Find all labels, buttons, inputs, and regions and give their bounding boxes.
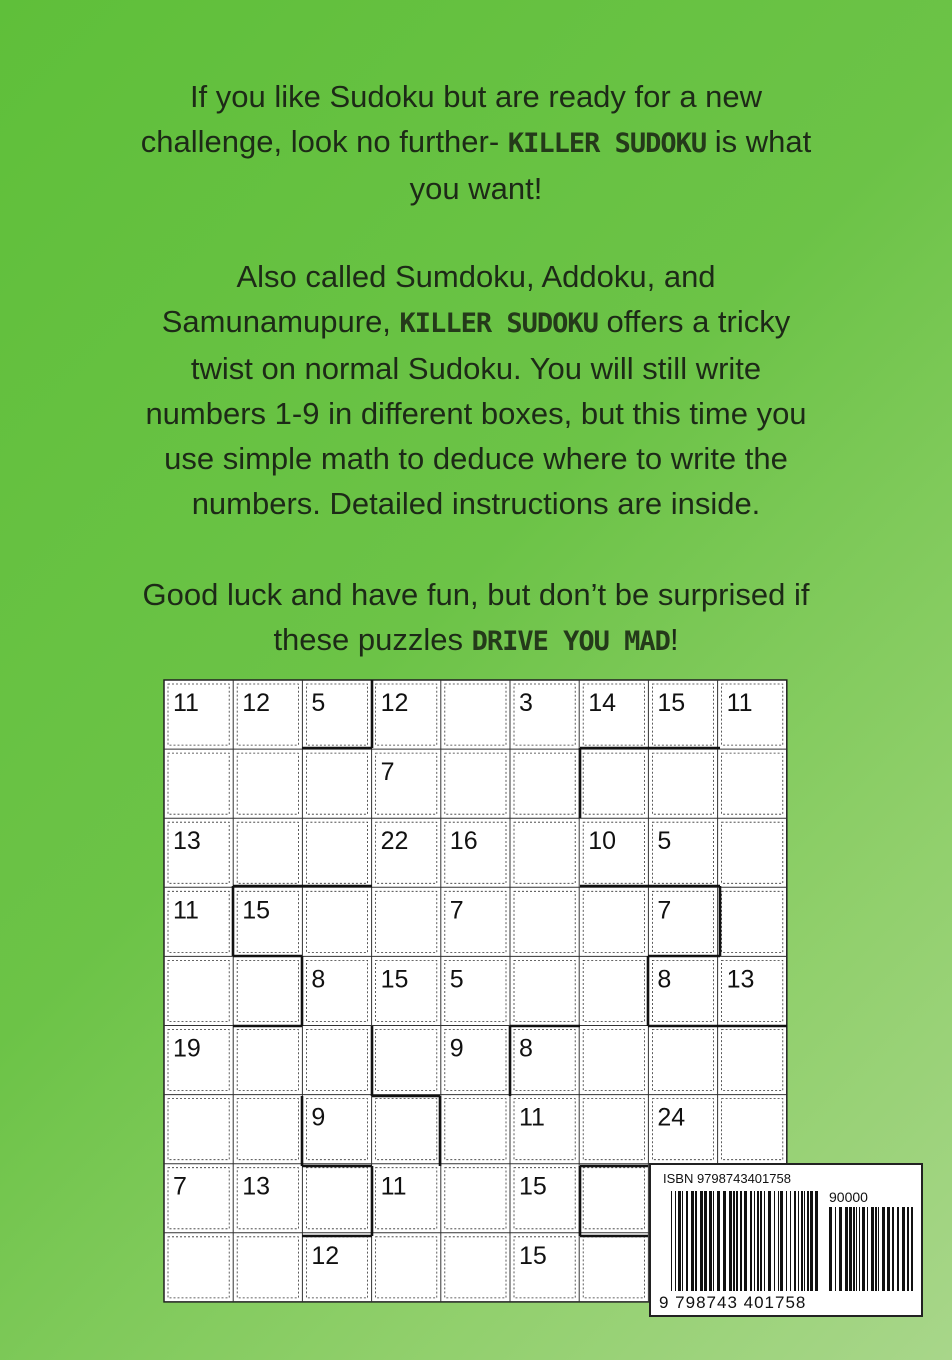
barcode-bar	[780, 1191, 783, 1291]
cage-sum: 5	[311, 689, 326, 717]
barcode-bar	[856, 1207, 857, 1291]
cage-sum: 13	[726, 965, 755, 994]
barcode-bar	[887, 1207, 890, 1291]
cage-sum: 9	[449, 1034, 464, 1063]
highlight-text: DRIVE YOU MAD	[471, 626, 670, 657]
barcode-bar	[794, 1191, 796, 1291]
highlight-text: KILLER SUDOKU	[399, 308, 598, 339]
text-span: numbers. Detailed instructions are inside.	[191, 486, 761, 521]
cage-sum: 13	[242, 1172, 271, 1201]
cage-sum: 8	[311, 965, 326, 994]
barcode-bar	[754, 1191, 755, 1291]
cage-sum: 11	[726, 689, 753, 717]
barcode-bar	[804, 1191, 805, 1291]
text-span: !	[669, 622, 679, 657]
cage-sum: 7	[173, 1172, 187, 1201]
text-span: use simple math to deduce where to write the	[164, 441, 788, 476]
cage-sum: 12	[311, 1241, 340, 1270]
barcode-bar	[682, 1191, 683, 1291]
barcode-bar	[764, 1191, 765, 1291]
barcode-bar	[704, 1191, 707, 1291]
barcode-bar	[736, 1191, 738, 1291]
cage-sum: 15	[657, 689, 686, 717]
barcode-bar	[757, 1191, 759, 1291]
barcode-bar	[801, 1191, 803, 1291]
cage-sum: 15	[519, 1172, 547, 1201]
text-span: you want!	[409, 171, 543, 206]
text-span: Good luck and have fun, but don’t be surprised if	[142, 577, 810, 612]
cage-sum: 19	[173, 1034, 201, 1063]
barcode-bar	[807, 1191, 809, 1291]
barcode-bar	[713, 1191, 714, 1291]
barcode-bar	[897, 1207, 899, 1291]
text-span: If you like Sudoku but are ready for a new	[189, 79, 763, 114]
cage-sum: 16	[449, 827, 478, 856]
cage-sum: 24	[657, 1103, 686, 1132]
barcode-bar	[871, 1207, 874, 1291]
barcode-bar	[829, 1207, 832, 1291]
barcode-bar	[733, 1191, 735, 1291]
barcode-bar	[729, 1191, 732, 1291]
barcode-bar	[839, 1207, 842, 1291]
cage-sum: 22	[380, 827, 409, 856]
text-span: offers a tricky	[597, 304, 791, 339]
barcode-bar	[686, 1191, 688, 1291]
cage-sum: 7	[449, 896, 464, 925]
barcode-bar	[760, 1191, 762, 1291]
cage-sum: 8	[519, 1034, 533, 1063]
barcode-bar	[723, 1191, 726, 1291]
text-span: these puzzles	[273, 622, 472, 657]
barcode-bar	[778, 1191, 779, 1291]
cage-sum: 11	[380, 1172, 407, 1201]
barcode-bar	[671, 1191, 672, 1291]
barcode-bar	[853, 1207, 855, 1291]
barcode-bar	[810, 1191, 813, 1291]
text-span: Also called Sumdoku, Addoku, and	[236, 259, 716, 294]
barcode-bar	[709, 1191, 712, 1291]
cage-sum: 8	[657, 965, 672, 994]
price-addon: 90000	[829, 1189, 868, 1205]
barcode-bar	[849, 1207, 852, 1291]
cage-sum: 14	[588, 689, 617, 717]
barcode-bar	[815, 1191, 818, 1291]
cage-sum: 12	[242, 689, 271, 717]
cage-sum: 11	[519, 1103, 545, 1132]
barcode-bar	[907, 1207, 909, 1291]
barcode-bar	[695, 1191, 697, 1291]
barcode-bar	[835, 1207, 836, 1291]
barcode-digits: 9 798743 401758	[659, 1293, 807, 1312]
cage-sum: 11	[173, 689, 199, 717]
barcode-bar	[875, 1207, 877, 1291]
barcode-bar	[867, 1207, 868, 1291]
barcode-bar	[798, 1191, 799, 1291]
cage-sum: 15	[242, 896, 271, 925]
cage-sum: 11	[173, 896, 199, 925]
text-span: is what	[706, 124, 812, 159]
text-span: twist on normal Sudoku. You will still write	[190, 351, 762, 386]
text-span: numbers 1-9 in different boxes, but this time you	[145, 396, 807, 431]
barcode-bar	[911, 1207, 913, 1291]
barcode-bar	[862, 1207, 865, 1291]
barcode-bar	[859, 1207, 860, 1291]
cage-sum: 3	[519, 689, 533, 717]
cage-sum: 5	[657, 827, 672, 856]
barcode-bar	[882, 1207, 885, 1291]
barcode-bar	[691, 1191, 694, 1291]
text-span: Samunamupure,	[161, 304, 400, 339]
barcode-bar	[902, 1207, 905, 1291]
barcode-bar	[700, 1191, 703, 1291]
barcode-bar	[717, 1191, 720, 1291]
cage-sum: 15	[519, 1241, 547, 1270]
barcode-bar	[786, 1191, 787, 1291]
cage-sum: 5	[449, 965, 464, 994]
barcode-bar	[768, 1191, 771, 1291]
barcode-bar	[675, 1191, 676, 1291]
isbn-label: ISBN 9798743401758	[663, 1171, 791, 1186]
cage-sum: 15	[380, 965, 409, 994]
barcode-bar	[892, 1207, 894, 1291]
text-span: challenge, look no further-	[140, 124, 508, 159]
barcode-bar	[744, 1191, 747, 1291]
highlight-text: KILLER SUDOKU	[507, 128, 707, 159]
cage-sum: 10	[588, 827, 617, 856]
barcode-bar	[774, 1191, 775, 1291]
isbn-barcode	[649, 1163, 923, 1317]
barcode-bar	[845, 1207, 848, 1291]
cage-sum: 7	[657, 896, 672, 925]
cage-sum: 7	[380, 758, 395, 787]
barcode-bar	[740, 1191, 742, 1291]
barcode-bar	[678, 1191, 681, 1291]
barcode-bar	[790, 1191, 791, 1291]
cage-sum: 12	[380, 689, 409, 717]
cage-sum: 13	[173, 827, 201, 856]
barcode-bar	[878, 1207, 879, 1291]
barcode-bar	[750, 1191, 752, 1291]
cage-sum: 9	[311, 1103, 326, 1132]
